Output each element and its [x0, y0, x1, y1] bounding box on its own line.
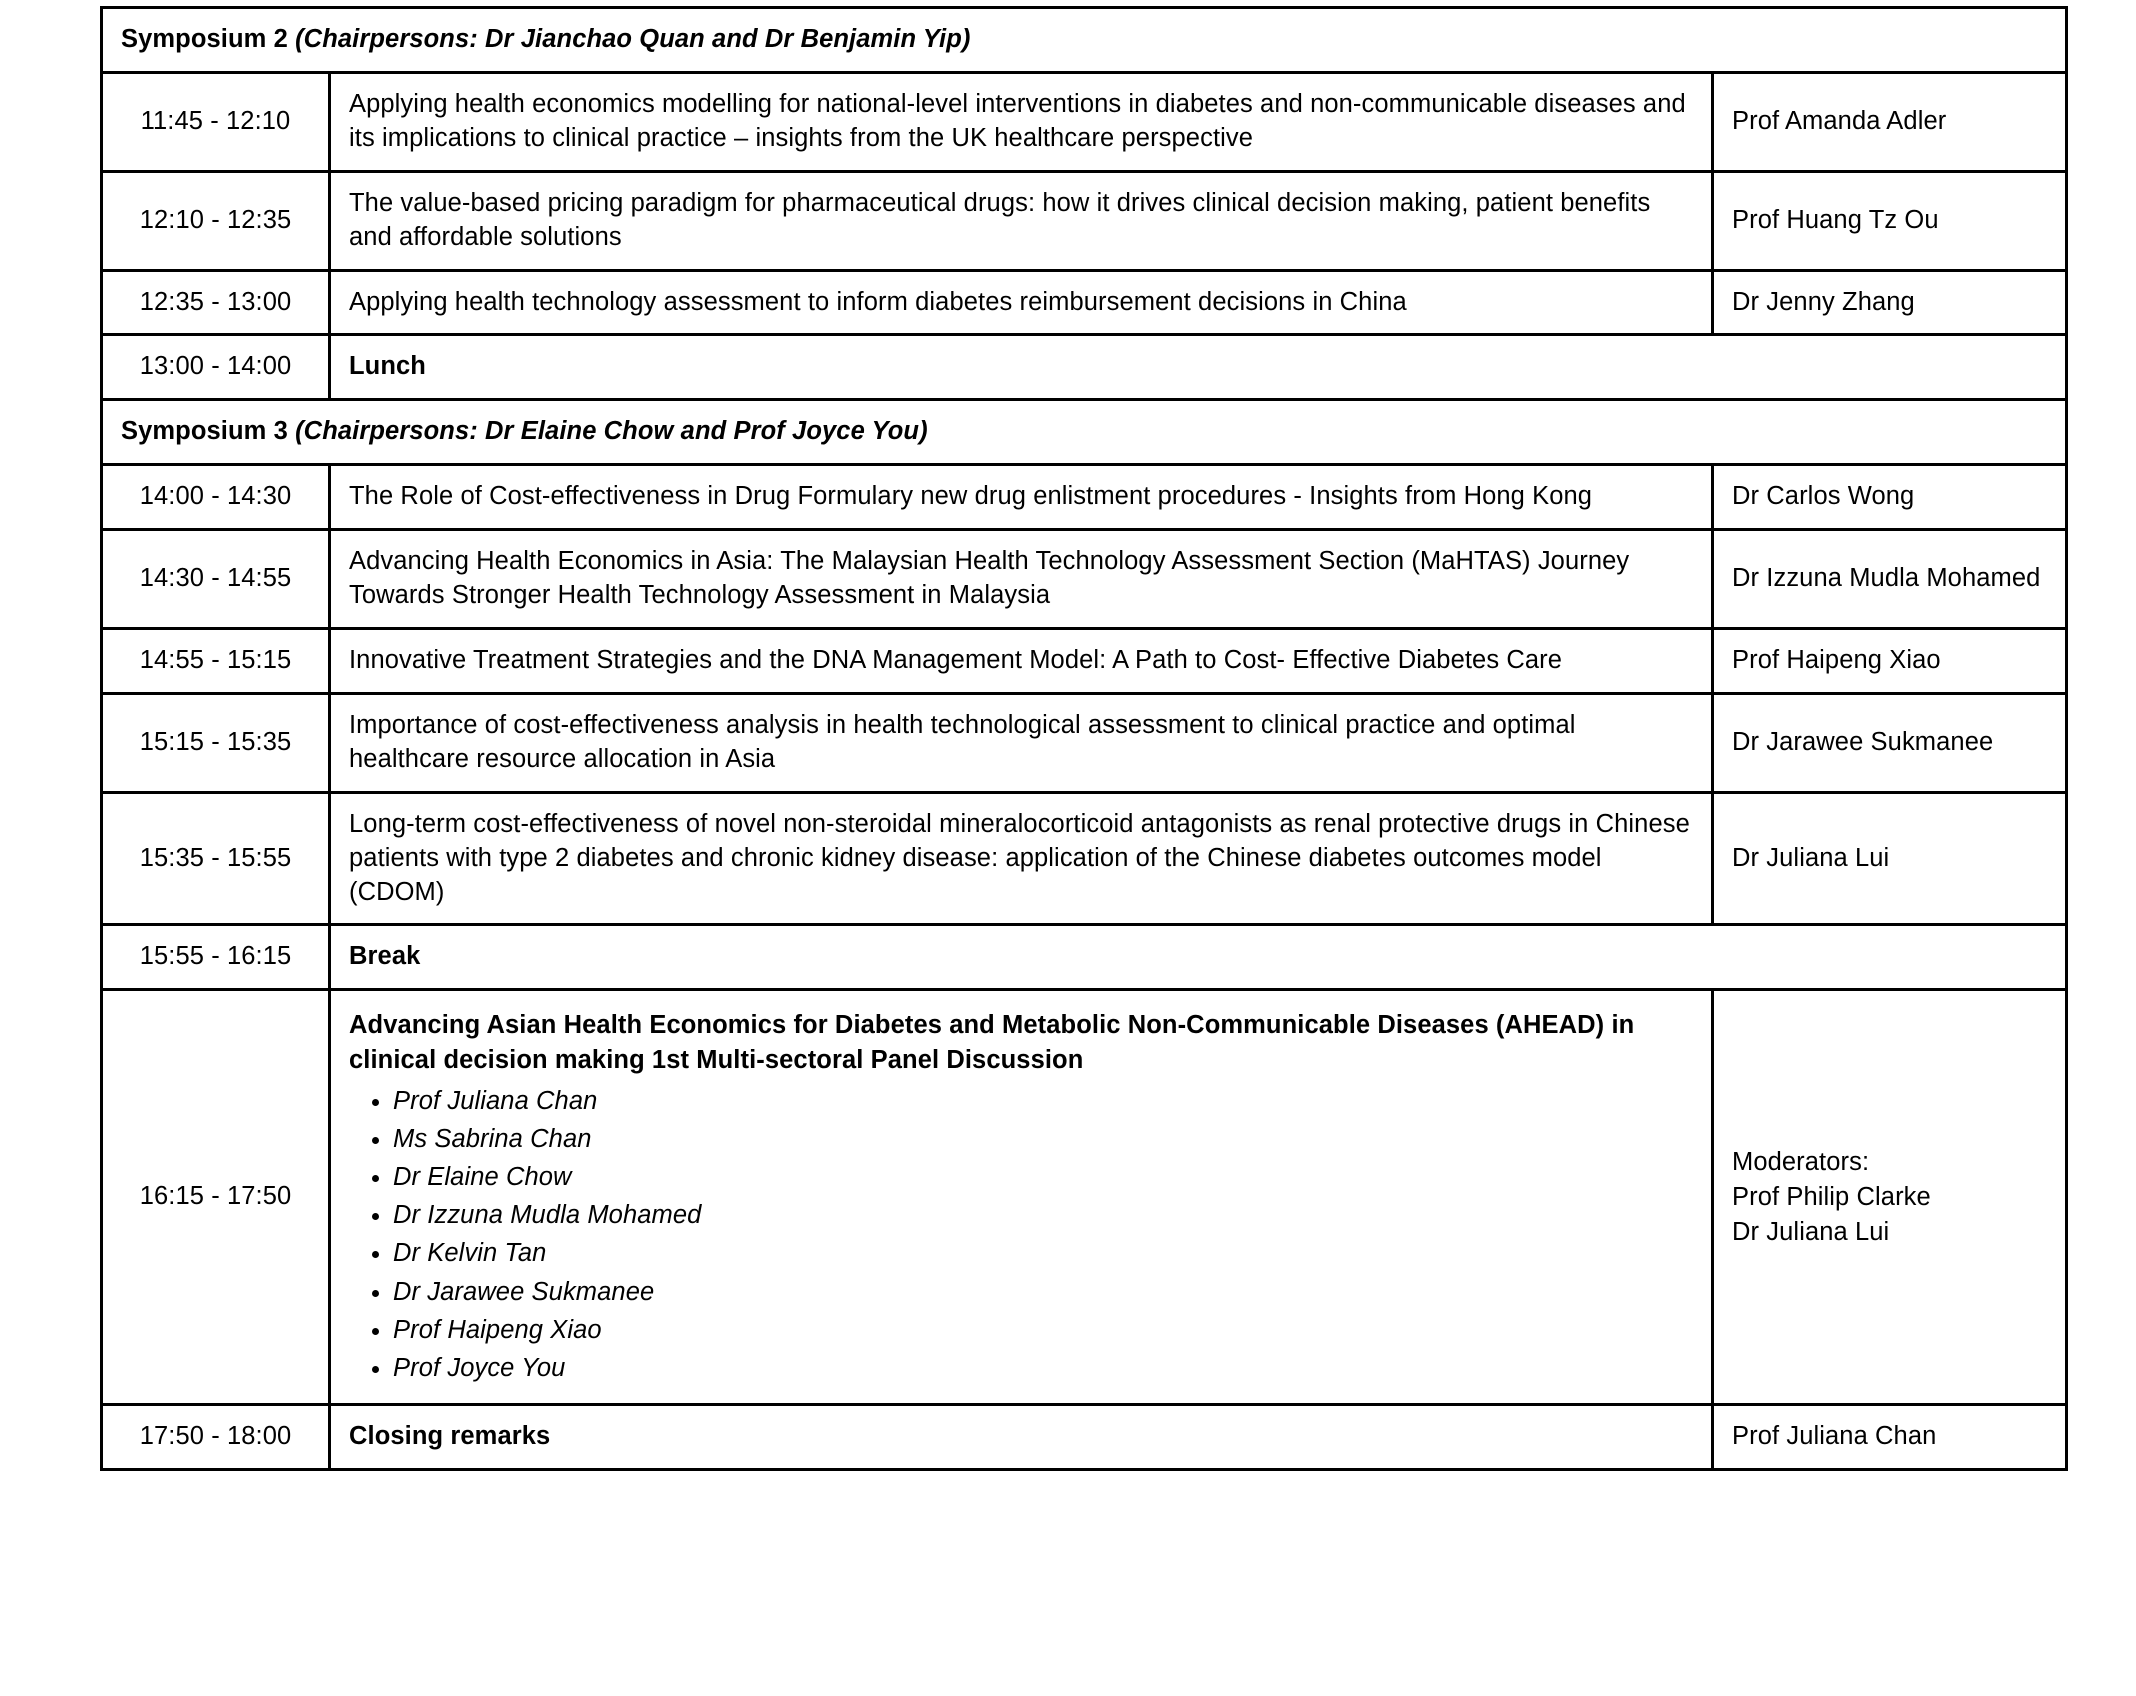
session-label: Symposium 2	[121, 25, 288, 53]
list-item: • Dr Elaine Chow	[393, 1158, 1693, 1196]
row-topic: Lunch	[330, 335, 2067, 400]
panel-title: Advancing Asian Health Economics for Diabetes and Metabolic Non-Communicable Diseases (AHEAD) in clinical decision making 1st Multi-sectoral Panel Discussion	[349, 1011, 1635, 1074]
session-chairpersons: (Chairpersons: Dr Jianchao Quan and Dr Benjamin Yip)	[295, 25, 971, 53]
moderators-label: Moderators:	[1732, 1148, 1870, 1177]
table-row	[102, 270, 2067, 335]
list-item: • Prof Joyce You	[393, 1349, 1693, 1387]
row-topic: Importance of cost-effectiveness analysis in health technological assessment to clinical practice and optimal healthcare resource allocation in Asia	[330, 693, 1713, 792]
row-time: 13:00 - 14:00	[102, 335, 330, 400]
row-topic: Applying health technology assessment to inform diabetes reimbursement decisions in China	[330, 270, 1713, 335]
row-topic-panel	[330, 990, 1713, 1405]
panelist-list	[349, 1082, 1693, 1388]
table-row	[102, 792, 2067, 925]
table-row-lunch	[102, 335, 2067, 400]
row-time: 12:10 - 12:35	[102, 171, 330, 270]
list-item: • Prof Haipeng Xiao	[393, 1311, 1693, 1349]
row-time: 15:55 - 16:15	[102, 925, 330, 990]
session-header-symposium-2	[102, 8, 2067, 73]
table-row	[102, 72, 2067, 171]
table-row	[102, 530, 2067, 629]
session-header-row	[102, 8, 2067, 73]
moderator-name: Prof Philip Clarke	[1732, 1182, 1931, 1211]
row-time: 14:30 - 14:55	[102, 530, 330, 629]
row-speaker: Prof Haipeng Xiao	[1713, 628, 2067, 693]
row-speaker: Dr Jenny Zhang	[1713, 270, 2067, 335]
table-row	[102, 171, 2067, 270]
list-item: • Prof Juliana Chan	[393, 1082, 1693, 1120]
row-speaker: Prof Amanda Adler	[1713, 72, 2067, 171]
row-time: 16:15 - 17:50	[102, 990, 330, 1405]
session-label: Symposium 3	[121, 417, 288, 446]
row-topic: The Role of Cost-effectiveness in Drug Formulary new drug enlistment procedures - Insights from Hong Kong	[330, 465, 1713, 530]
list-item: • Dr Jarawee Sukmanee	[393, 1273, 1693, 1311]
table-row	[102, 693, 2067, 792]
row-topic: Innovative Treatment Strategies and the DNA Management Model: A Path to Cost- Effective Diabetes Care	[330, 628, 1713, 693]
list-item: • Ms Sabrina Chan	[393, 1120, 1693, 1158]
row-topic: Applying health economics modelling for national-level interventions in diabetes and non-communicable diseases and its implications to clinical practice – insights from the UK healthcare perspective	[330, 72, 1713, 171]
row-topic: Long-term cost-effectiveness of novel non-steroidal mineralocorticoid antagonists as renal protective drugs in Chinese patients with type 2 diabetes and chronic kidney disease: application of the Chinese diabetes outcomes model (CDOM)	[330, 792, 1713, 925]
row-time: 15:35 - 15:55	[102, 792, 330, 925]
row-speaker: Dr Carlos Wong	[1713, 465, 2067, 530]
table-row-closing	[102, 1405, 2067, 1470]
table-row	[102, 628, 2067, 693]
row-topic: Closing remarks	[330, 1405, 1713, 1470]
row-time: 15:15 - 15:35	[102, 693, 330, 792]
session-chairpersons: (Chairpersons: Dr Elaine Chow and Prof Joyce You)	[295, 417, 928, 446]
row-time: 14:00 - 14:30	[102, 465, 330, 530]
session-header-row	[102, 400, 2067, 465]
agenda-body	[102, 8, 2067, 1470]
row-time: 12:35 - 13:00	[102, 270, 330, 335]
table-row	[102, 465, 2067, 530]
row-speaker: Dr Jarawee Sukmanee	[1713, 693, 2067, 792]
row-speaker: Prof Juliana Chan	[1713, 1405, 2067, 1470]
list-item: • Dr Izzuna Mudla Mohamed	[393, 1196, 1693, 1234]
row-time: 14:55 - 15:15	[102, 628, 330, 693]
table-row-break	[102, 925, 2067, 990]
row-moderators	[1713, 990, 2067, 1405]
row-topic: Break	[330, 925, 2067, 990]
row-speaker: Dr Juliana Lui	[1713, 792, 2067, 925]
moderator-name: Dr Juliana Lui	[1732, 1217, 1890, 1246]
row-speaker: Dr Izzuna Mudla Mohamed	[1713, 530, 2067, 629]
row-topic: The value-based pricing paradigm for pharmaceutical drugs: how it drives clinical decision making, patient benefits and affordable solutions	[330, 171, 1713, 270]
list-item: • Dr Kelvin Tan	[393, 1234, 1693, 1272]
row-speaker: Prof Huang Tz Ou	[1713, 171, 2067, 270]
table-row-panel-discussion	[102, 990, 2067, 1405]
row-time: 17:50 - 18:00	[102, 1405, 330, 1470]
agenda-table	[100, 6, 2068, 1471]
session-header-symposium-3	[102, 400, 2067, 465]
row-topic: Advancing Health Economics in Asia: The Malaysian Health Technology Assessment Section (MaHTAS) Journey Towards Stronger Health Technology Assessment in Malaysia	[330, 530, 1713, 629]
row-time: 11:45 - 12:10	[102, 72, 330, 171]
